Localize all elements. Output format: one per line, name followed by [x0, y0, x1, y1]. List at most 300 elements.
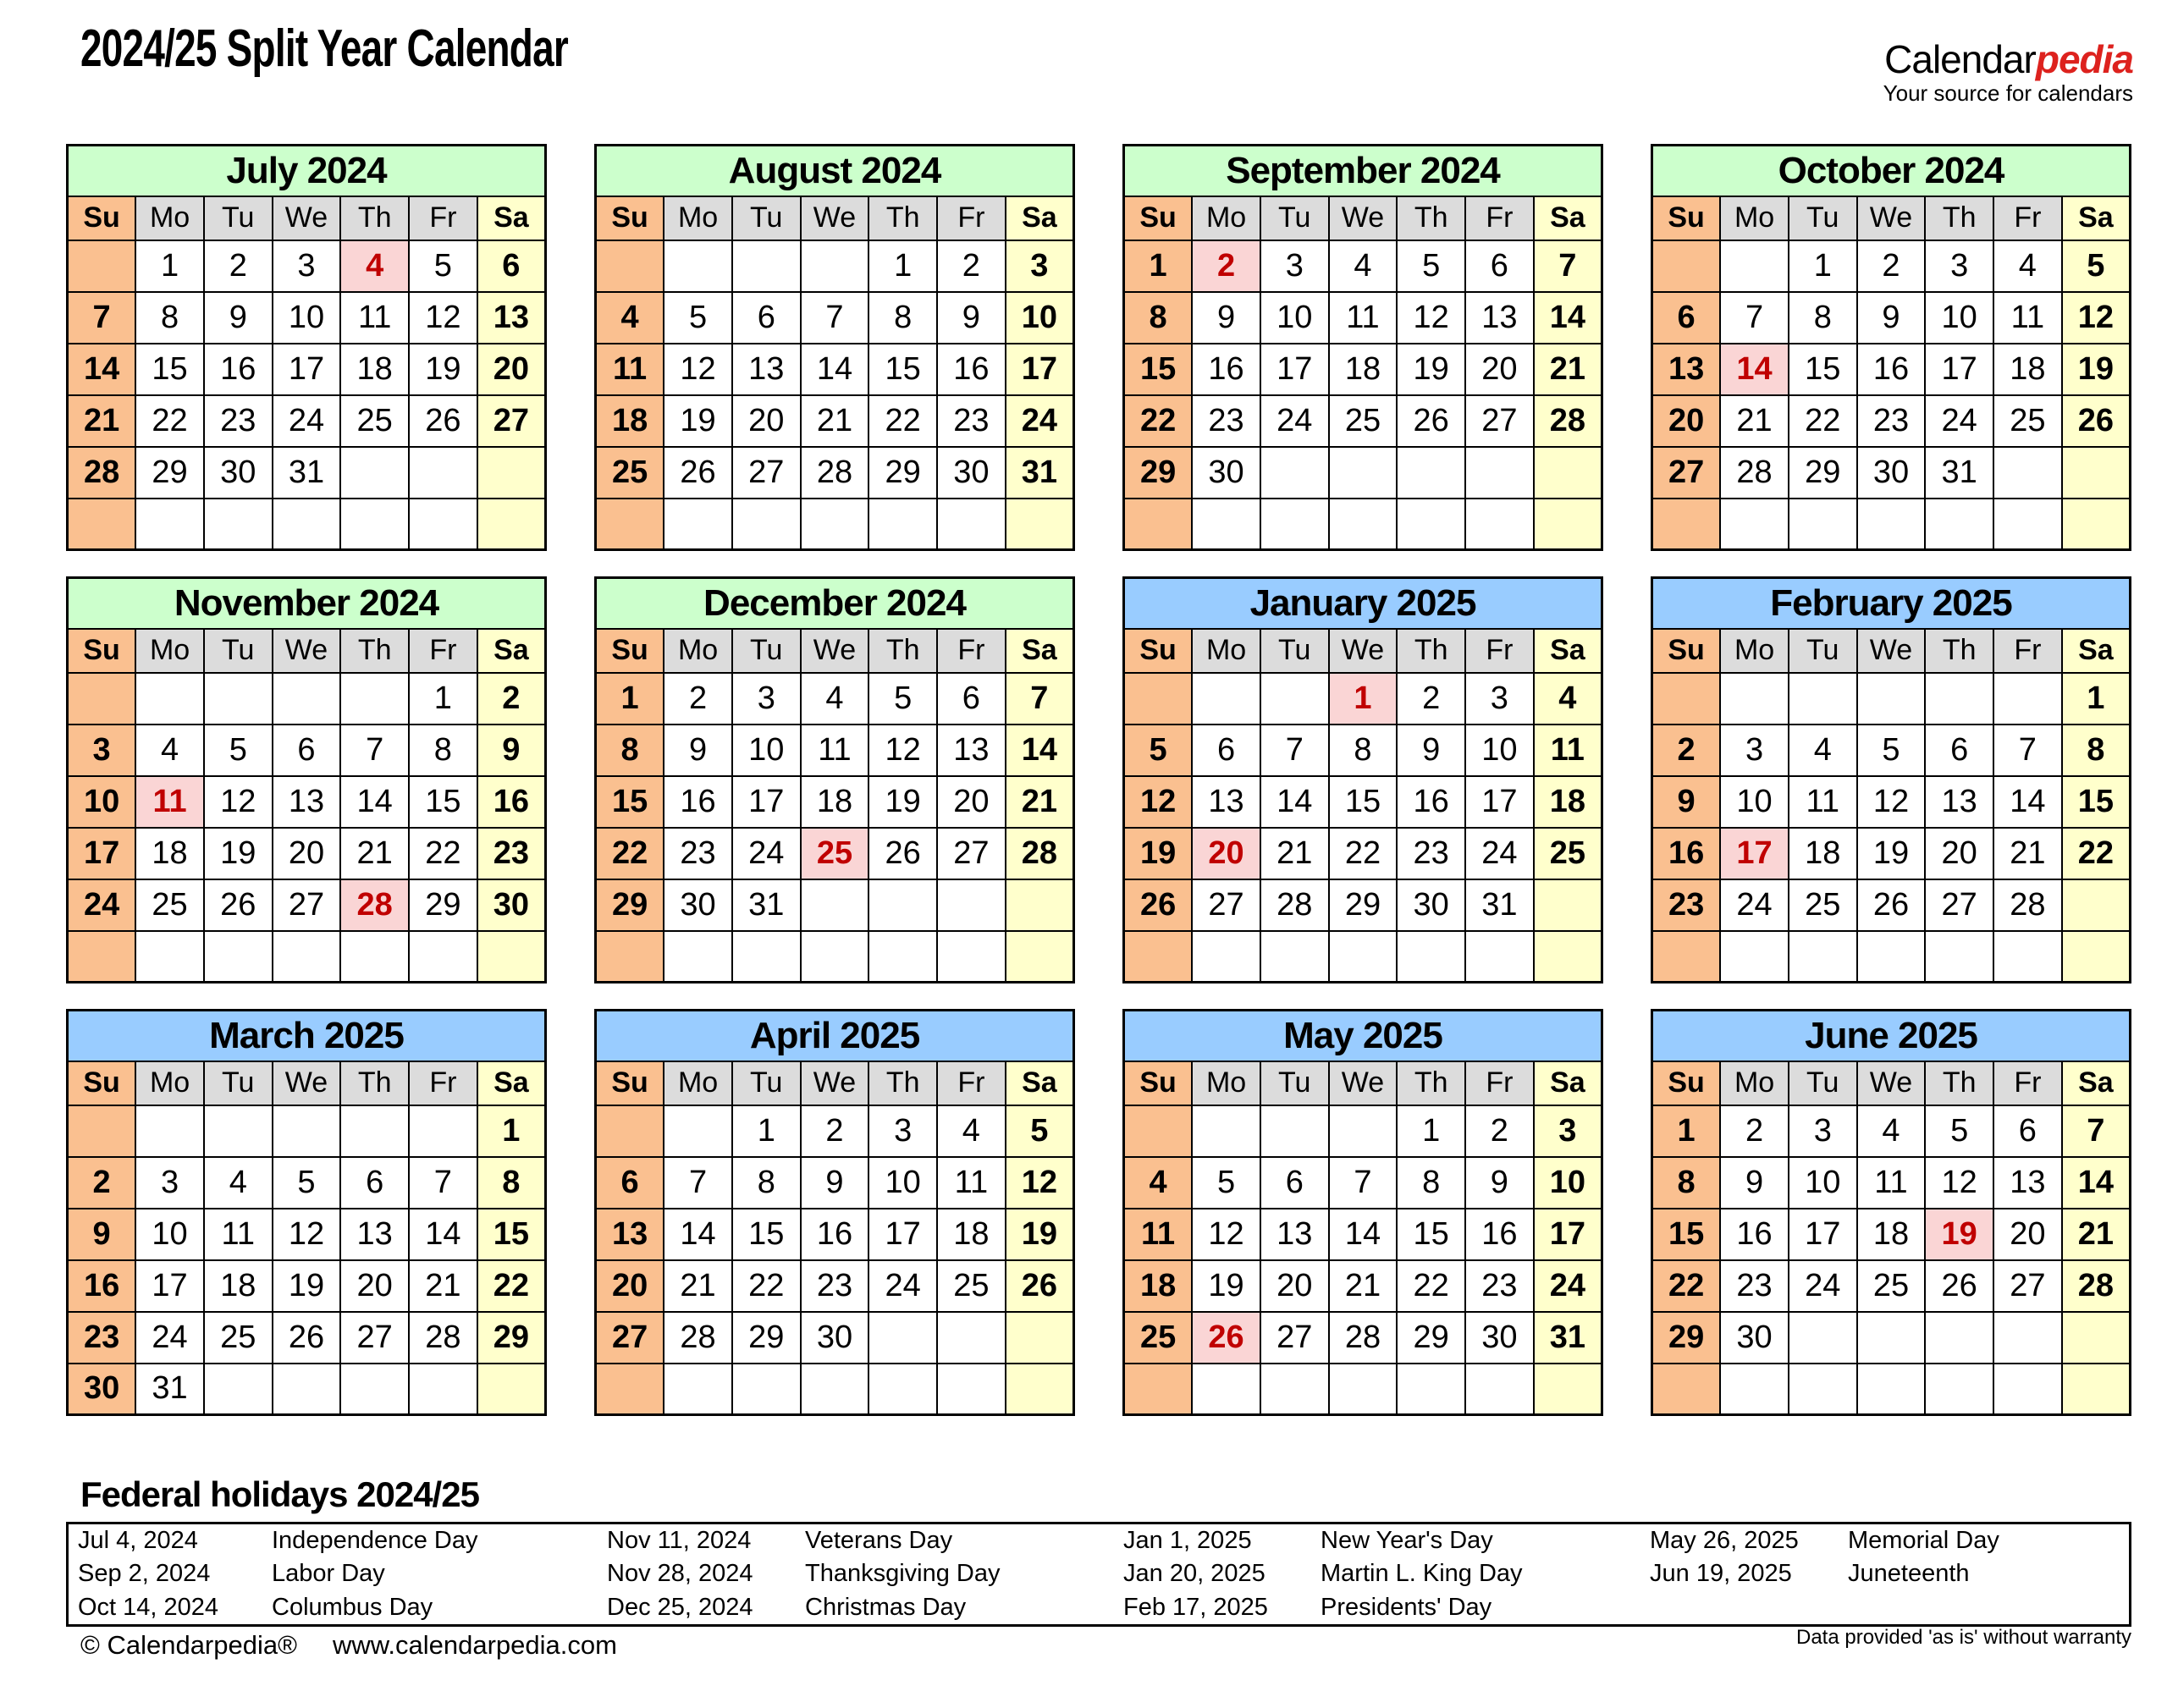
day-cell: 11	[340, 292, 409, 344]
day-cell: 10	[868, 1157, 937, 1209]
day-header-mo: Mo	[135, 629, 204, 673]
day-header-mo: Mo	[1192, 629, 1260, 673]
holiday-date: Dec 25, 2024	[607, 1593, 753, 1621]
day-cell: 19	[868, 776, 937, 828]
day-header-su: Su	[1652, 629, 1721, 673]
day-cell	[2062, 931, 2131, 983]
day-cell: 9	[664, 725, 732, 776]
day-cell: 20	[273, 828, 341, 879]
day-header-tu: Tu	[1789, 196, 1857, 240]
day-cell: 31	[1465, 879, 1534, 931]
day-cell: 4	[937, 1105, 1006, 1157]
day-cell	[1720, 1364, 1789, 1415]
day-cell: 26	[273, 1312, 341, 1364]
day-cell: 16	[204, 344, 273, 395]
day-cell: 12	[273, 1209, 341, 1260]
day-cell: 7	[2062, 1105, 2131, 1157]
day-cell	[1192, 931, 1260, 983]
day-cell: 8	[732, 1157, 801, 1209]
day-cell	[1789, 499, 1857, 550]
day-cell	[1260, 447, 1329, 499]
day-cell: 10	[1534, 1157, 1602, 1209]
day-cell: 27	[1993, 1260, 2062, 1312]
day-cell	[937, 1312, 1006, 1364]
day-cell: 1	[1789, 240, 1857, 292]
day-cell: 18	[1789, 828, 1857, 879]
day-cell: 12	[868, 725, 937, 776]
day-header-we: We	[1329, 196, 1398, 240]
day-cell: 18	[1857, 1209, 1926, 1260]
day-cell: 17	[1260, 344, 1329, 395]
day-cell	[1720, 499, 1789, 550]
day-cell: 15	[1329, 776, 1398, 828]
day-cell: 6	[937, 673, 1006, 725]
day-cell: 21	[1993, 828, 2062, 879]
day-cell: 25	[1124, 1312, 1193, 1364]
day-cell: 22	[868, 395, 937, 447]
day-cell	[1720, 931, 1789, 983]
day-cell: 31	[273, 447, 341, 499]
day-cell	[68, 499, 136, 550]
day-header-th: Th	[1397, 196, 1465, 240]
month-title: August 2024	[596, 146, 1074, 196]
day-cell: 21	[1534, 344, 1602, 395]
day-cell: 27	[1465, 395, 1534, 447]
day-cell: 2	[1720, 1105, 1789, 1157]
day-cell: 6	[340, 1157, 409, 1209]
day-cell	[204, 1105, 273, 1157]
day-cell: 27	[937, 828, 1006, 879]
day-cell: 29	[135, 447, 204, 499]
day-header-su: Su	[596, 1061, 664, 1105]
day-header-sa: Sa	[2062, 1061, 2131, 1105]
day-cell: 21	[801, 395, 869, 447]
day-cell	[1006, 1312, 1074, 1364]
day-cell: 24	[1789, 1260, 1857, 1312]
day-cell: 6	[732, 292, 801, 344]
day-cell: 5	[204, 725, 273, 776]
day-cell: 27	[1652, 447, 1721, 499]
day-cell: 13	[732, 344, 801, 395]
day-header-sa: Sa	[2062, 196, 2131, 240]
day-cell: 5	[1857, 725, 1926, 776]
day-cell: 14	[801, 344, 869, 395]
day-header-fr: Fr	[409, 196, 477, 240]
day-cell: 9	[477, 725, 546, 776]
day-cell	[477, 931, 546, 983]
day-cell	[1329, 499, 1398, 550]
day-cell: 11	[801, 725, 869, 776]
day-cell: 3	[1925, 240, 1993, 292]
day-cell: 30	[68, 1364, 136, 1415]
day-cell: 25	[340, 395, 409, 447]
holiday-label: Independence Day	[272, 1527, 478, 1555]
day-cell: 13	[596, 1209, 664, 1260]
federal-holidays-table	[66, 1522, 2131, 1627]
day-cell: 21	[664, 1260, 732, 1312]
day-cell: 27	[1260, 1312, 1329, 1364]
day-cell: 6	[1652, 292, 1721, 344]
holiday-date: Oct 14, 2024	[78, 1593, 219, 1621]
day-cell	[1329, 931, 1398, 983]
day-cell: 24	[135, 1312, 204, 1364]
day-cell: 18	[340, 344, 409, 395]
day-cell: 23	[664, 828, 732, 879]
day-header-su: Su	[68, 196, 136, 240]
day-cell: 25	[135, 879, 204, 931]
day-cell	[1925, 931, 1993, 983]
day-cell: 9	[937, 292, 1006, 344]
day-cell: 23	[801, 1260, 869, 1312]
day-cell: 1	[1329, 673, 1398, 725]
day-cell: 3	[732, 673, 801, 725]
day-header-th: Th	[340, 1061, 409, 1105]
day-header-we: We	[1329, 629, 1398, 673]
day-header-th: Th	[340, 629, 409, 673]
day-cell	[204, 1364, 273, 1415]
day-cell: 2	[1857, 240, 1926, 292]
day-cell: 31	[1006, 447, 1074, 499]
day-header-fr: Fr	[937, 1061, 1006, 1105]
day-cell: 15	[1652, 1209, 1721, 1260]
month-title: April 2025	[596, 1011, 1074, 1061]
day-cell	[1993, 1312, 2062, 1364]
day-cell	[2062, 447, 2131, 499]
day-cell: 27	[732, 447, 801, 499]
day-header-mo: Mo	[135, 196, 204, 240]
day-cell: 10	[1720, 776, 1789, 828]
day-cell: 13	[1993, 1157, 2062, 1209]
day-cell: 13	[1192, 776, 1260, 828]
day-cell: 3	[1465, 673, 1534, 725]
day-header-sa: Sa	[1006, 629, 1074, 673]
day-cell: 16	[1192, 344, 1260, 395]
holiday-date: Jun 19, 2025	[1650, 1560, 1792, 1588]
day-header-su: Su	[1652, 196, 1721, 240]
day-cell: 29	[596, 879, 664, 931]
day-cell	[477, 447, 546, 499]
day-cell: 17	[1789, 1209, 1857, 1260]
day-cell: 10	[732, 725, 801, 776]
day-cell: 2	[1465, 1105, 1534, 1157]
day-cell	[1925, 1364, 1993, 1415]
day-cell: 26	[1124, 879, 1193, 931]
day-cell	[68, 1105, 136, 1157]
day-header-we: We	[273, 629, 341, 673]
day-cell: 29	[868, 447, 937, 499]
day-cell: 21	[409, 1260, 477, 1312]
day-header-su: Su	[1124, 196, 1193, 240]
day-cell: 4	[1993, 240, 2062, 292]
day-cell	[937, 931, 1006, 983]
day-header-tu: Tu	[732, 196, 801, 240]
day-cell: 3	[68, 725, 136, 776]
day-cell	[1124, 1105, 1193, 1157]
day-cell	[664, 499, 732, 550]
day-cell: 10	[135, 1209, 204, 1260]
day-cell	[1789, 1312, 1857, 1364]
day-cell: 23	[1397, 828, 1465, 879]
day-cell: 13	[273, 776, 341, 828]
day-header-fr: Fr	[1465, 1061, 1534, 1105]
months-grid	[66, 144, 2131, 1416]
day-cell: 7	[1329, 1157, 1398, 1209]
day-cell: 23	[1857, 395, 1926, 447]
day-cell: 10	[1260, 292, 1329, 344]
day-cell: 28	[1260, 879, 1329, 931]
day-cell: 29	[477, 1312, 546, 1364]
day-cell	[1789, 931, 1857, 983]
day-cell: 24	[68, 879, 136, 931]
day-cell: 5	[409, 240, 477, 292]
day-cell	[1006, 1364, 1074, 1415]
day-cell: 5	[273, 1157, 341, 1209]
day-cell: 8	[409, 725, 477, 776]
footer-copyright: © Calendarpedia®	[80, 1630, 297, 1660]
month-title: November 2024	[68, 578, 546, 629]
day-cell: 27	[340, 1312, 409, 1364]
day-cell	[1192, 499, 1260, 550]
day-cell	[1329, 447, 1398, 499]
day-header-su: Su	[1652, 1061, 1721, 1105]
holiday-date: Jan 20, 2025	[1123, 1560, 1265, 1588]
day-cell: 20	[1260, 1260, 1329, 1312]
day-cell: 14	[2062, 1157, 2131, 1209]
day-header-we: We	[801, 629, 869, 673]
day-cell: 10	[68, 776, 136, 828]
holiday-label: Juneteenth	[1848, 1560, 1970, 1588]
day-cell: 14	[1006, 725, 1074, 776]
month-title: June 2025	[1652, 1011, 2131, 1061]
day-cell: 23	[937, 395, 1006, 447]
day-cell: 26	[1006, 1260, 1074, 1312]
day-cell	[1857, 931, 1926, 983]
day-header-tu: Tu	[732, 1061, 801, 1105]
day-cell: 19	[273, 1260, 341, 1312]
day-cell	[596, 499, 664, 550]
day-cell: 8	[1329, 725, 1398, 776]
day-cell	[409, 499, 477, 550]
footer-disclaimer: Data provided 'as is' without warranty	[1795, 1626, 2131, 1649]
day-cell	[273, 1105, 341, 1157]
day-header-we: We	[1857, 629, 1926, 673]
day-cell: 19	[1397, 344, 1465, 395]
day-cell: 19	[1192, 1260, 1260, 1312]
day-header-tu: Tu	[1260, 1061, 1329, 1105]
day-cell	[1192, 1364, 1260, 1415]
holiday-label: Labor Day	[272, 1560, 385, 1588]
day-cell: 5	[2062, 240, 2131, 292]
day-cell: 4	[1857, 1105, 1926, 1157]
day-cell: 28	[1993, 879, 2062, 931]
day-cell: 1	[596, 673, 664, 725]
day-cell: 24	[273, 395, 341, 447]
day-header-tu: Tu	[204, 629, 273, 673]
day-cell	[664, 931, 732, 983]
day-cell: 16	[1397, 776, 1465, 828]
day-cell: 9	[68, 1209, 136, 1260]
day-cell: 6	[1465, 240, 1534, 292]
day-cell: 9	[1857, 292, 1926, 344]
day-cell: 12	[1006, 1157, 1074, 1209]
day-cell: 8	[135, 292, 204, 344]
day-cell: 15	[732, 1209, 801, 1260]
day-cell: 26	[868, 828, 937, 879]
day-cell	[1260, 499, 1329, 550]
day-header-tu: Tu	[204, 1061, 273, 1105]
day-cell: 22	[135, 395, 204, 447]
day-cell: 28	[409, 1312, 477, 1364]
day-cell: 20	[596, 1260, 664, 1312]
day-cell: 1	[135, 240, 204, 292]
day-cell: 7	[68, 292, 136, 344]
day-cell: 10	[273, 292, 341, 344]
day-header-su: Su	[596, 629, 664, 673]
day-cell: 10	[1006, 292, 1074, 344]
day-header-th: Th	[1397, 1061, 1465, 1105]
day-cell: 13	[1652, 344, 1721, 395]
day-cell: 13	[340, 1209, 409, 1260]
day-cell: 26	[204, 879, 273, 931]
day-cell: 27	[596, 1312, 664, 1364]
day-cell: 18	[1534, 776, 1602, 828]
day-cell	[204, 931, 273, 983]
day-cell	[1652, 499, 1721, 550]
day-cell: 27	[1192, 879, 1260, 931]
logo-brand-red: pedia	[2035, 37, 2133, 81]
day-cell: 7	[1534, 240, 1602, 292]
day-cell	[1397, 447, 1465, 499]
day-cell: 11	[204, 1209, 273, 1260]
day-cell: 14	[1534, 292, 1602, 344]
day-cell: 11	[135, 776, 204, 828]
day-cell	[1789, 673, 1857, 725]
day-cell: 9	[1652, 776, 1721, 828]
day-cell: 24	[868, 1260, 937, 1312]
day-cell: 24	[1260, 395, 1329, 447]
day-cell: 19	[664, 395, 732, 447]
day-cell	[732, 931, 801, 983]
day-cell: 26	[1397, 395, 1465, 447]
day-cell: 14	[1720, 344, 1789, 395]
day-cell: 6	[273, 725, 341, 776]
day-header-we: We	[273, 196, 341, 240]
day-cell	[1993, 499, 2062, 550]
day-cell	[1857, 673, 1926, 725]
day-header-th: Th	[868, 1061, 937, 1105]
day-cell: 19	[409, 344, 477, 395]
day-cell: 9	[801, 1157, 869, 1209]
holiday-label: New Year's Day	[1321, 1527, 1493, 1555]
day-header-th: Th	[1925, 629, 1993, 673]
day-cell: 22	[2062, 828, 2131, 879]
footer-website-link[interactable]: www.calendarpedia.com	[332, 1630, 617, 1660]
day-header-th: Th	[340, 196, 409, 240]
day-cell	[1329, 1364, 1398, 1415]
day-cell: 12	[409, 292, 477, 344]
logo-brand	[1883, 39, 2133, 80]
day-cell: 17	[1006, 344, 1074, 395]
day-cell	[1925, 1312, 1993, 1364]
calendarpedia-logo	[1883, 39, 2133, 106]
day-cell	[1652, 1364, 1721, 1415]
day-cell: 16	[937, 344, 1006, 395]
day-header-we: We	[801, 1061, 869, 1105]
day-cell	[1260, 1364, 1329, 1415]
day-cell	[1124, 1364, 1193, 1415]
day-cell: 28	[801, 447, 869, 499]
day-cell: 14	[1993, 776, 2062, 828]
day-cell: 7	[1993, 725, 2062, 776]
day-header-we: We	[1857, 196, 1926, 240]
day-cell: 11	[596, 344, 664, 395]
day-cell: 30	[1720, 1312, 1789, 1364]
day-cell: 10	[1789, 1157, 1857, 1209]
day-cell: 3	[868, 1105, 937, 1157]
day-header-mo: Mo	[1192, 196, 1260, 240]
day-cell: 25	[801, 828, 869, 879]
day-cell: 2	[664, 673, 732, 725]
day-cell: 10	[1925, 292, 1993, 344]
day-cell: 17	[1534, 1209, 1602, 1260]
day-cell	[68, 931, 136, 983]
month-august-2024	[594, 144, 1075, 551]
day-cell: 30	[1192, 447, 1260, 499]
day-cell	[596, 931, 664, 983]
day-cell: 5	[1397, 240, 1465, 292]
month-june-2025	[1651, 1009, 2131, 1416]
day-header-mo: Mo	[135, 1061, 204, 1105]
day-cell	[801, 931, 869, 983]
day-cell	[2062, 879, 2131, 931]
day-cell: 5	[664, 292, 732, 344]
day-header-mo: Mo	[664, 1061, 732, 1105]
day-cell: 2	[68, 1157, 136, 1209]
day-cell: 18	[937, 1209, 1006, 1260]
day-cell: 25	[596, 447, 664, 499]
day-cell: 5	[1124, 725, 1193, 776]
day-header-sa: Sa	[477, 196, 546, 240]
holiday-label: Memorial Day	[1848, 1527, 1999, 1555]
day-cell: 24	[1720, 879, 1789, 931]
day-cell	[135, 1105, 204, 1157]
day-cell: 22	[1397, 1260, 1465, 1312]
holiday-label: Columbus Day	[272, 1593, 433, 1621]
day-cell: 18	[204, 1260, 273, 1312]
day-cell: 24	[732, 828, 801, 879]
day-cell	[732, 1364, 801, 1415]
day-cell: 20	[340, 1260, 409, 1312]
day-cell	[68, 240, 136, 292]
day-cell: 19	[2062, 344, 2131, 395]
day-cell: 25	[204, 1312, 273, 1364]
day-header-su: Su	[1124, 629, 1193, 673]
day-header-fr: Fr	[1465, 629, 1534, 673]
day-cell: 26	[1857, 879, 1926, 931]
day-cell: 4	[801, 673, 869, 725]
day-cell: 31	[1925, 447, 1993, 499]
day-header-mo: Mo	[1720, 1061, 1789, 1105]
day-cell: 31	[1534, 1312, 1602, 1364]
day-cell	[1260, 673, 1329, 725]
day-cell	[340, 1364, 409, 1415]
day-cell	[204, 499, 273, 550]
day-cell: 4	[204, 1157, 273, 1209]
day-header-fr: Fr	[1993, 1061, 2062, 1105]
day-header-mo: Mo	[664, 629, 732, 673]
day-cell	[596, 1105, 664, 1157]
day-cell: 18	[135, 828, 204, 879]
